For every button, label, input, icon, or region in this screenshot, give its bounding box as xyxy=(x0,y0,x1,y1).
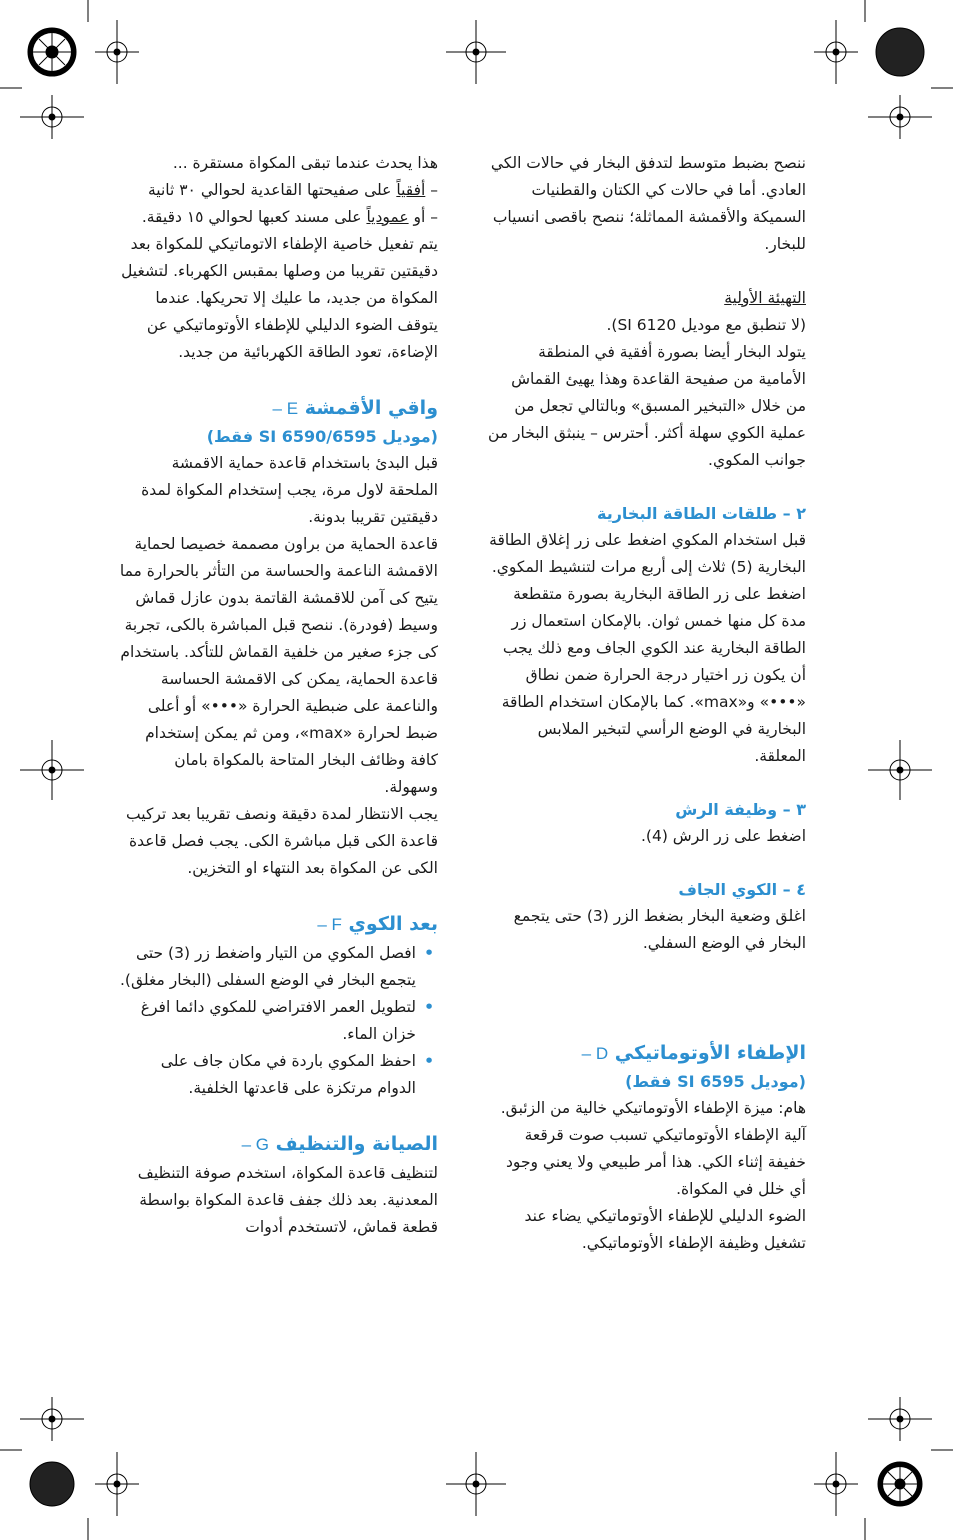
auto-off-horizontal xyxy=(118,177,438,204)
section-3-heading xyxy=(488,797,806,823)
section-2-heading xyxy=(488,501,806,527)
section-3-number: ٣ – xyxy=(782,800,806,819)
section-4-title: الكوي الجاف xyxy=(678,880,778,899)
crosshair-bottom-1 xyxy=(95,1452,139,1516)
section-2-text: قبل استخدام المكوي اضغط على زر إغلاق الطاقة البخارية (5) ثلاث إلى أربع مرات لتنشيط المكوي. اضغط على زر الطاقة البخارية بصورة متقطعة مدة كل منها خمس ثوان. بالإمكان استعمال زر الطاقة البخارية عند الكوي الجاف ومع ذلك يجب أن يكون زر اختيار درجة الحرارة ضمن نطاق «•••» و«max». كما بالإمكان استخدام الطاقة البخارية في الوضع الرأسي لتبخير الملابس المعلقة. xyxy=(489,531,806,765)
section-2-title: طلقات الطاقة البخارية xyxy=(596,504,778,523)
auto-off-horizontal-word: أفقياً xyxy=(396,181,426,199)
section-4-text: اغلق وضعية البخار بضغط الزر (3) حتى يتجمع البخار في الوضع السفلي. xyxy=(513,907,806,952)
crosshair-top-2 xyxy=(446,20,506,84)
section-f-heading xyxy=(118,909,438,940)
section-e-heading xyxy=(118,393,438,424)
section-d-model: (موديل SI 6595 فقط) xyxy=(625,1072,806,1091)
section-g-heading xyxy=(118,1129,438,1160)
crosshair-bottom-3 xyxy=(814,1452,858,1516)
crosshair-left-top xyxy=(20,95,84,139)
crosshair-right-mid xyxy=(868,740,932,800)
section-3-text: اضغط على زر الرش (4). xyxy=(640,827,806,845)
bullet-icon: • xyxy=(424,998,434,1016)
section-e-title: واقي الأقمشة xyxy=(304,397,438,419)
section-d-text-2: الضوء الدليلي للإطفاء الأوتوماتيكي يضاء عند تشغيل وظيفة الإطفاء الأوتوماتيكي. xyxy=(524,1207,806,1252)
bullet-icon: • xyxy=(424,944,434,962)
right-column xyxy=(488,150,806,1257)
list-item xyxy=(118,1048,438,1102)
section-e-model: (موديل SI 6590/6595 فقط) xyxy=(206,427,438,446)
section-2-number: ٢ – xyxy=(782,504,806,523)
section-d-heading xyxy=(488,1038,806,1069)
auto-off-vertical-dash: – أو xyxy=(408,208,438,226)
density-mark-bottom-left xyxy=(30,1462,74,1506)
section-4-number: ٤ – xyxy=(782,880,806,899)
crosshair-bottom-2 xyxy=(446,1452,506,1516)
starburst-mark-bottom-right xyxy=(878,1462,922,1506)
auto-off-horizontal-rest: على صفيحتها القاعدية لحوالي ٣٠ ثانية xyxy=(147,181,397,199)
auto-off-vertical-rest: على مسند كعبها لحوالي ١٥ دقيقة. xyxy=(141,208,367,226)
list-item-text: لتطويل العمر الافتراضي للمكوي دائما افرغ خزان الماء. xyxy=(140,998,416,1043)
left-column xyxy=(118,150,438,1241)
section-g-letter: G – xyxy=(241,1135,269,1154)
crosshair-top-1 xyxy=(95,20,139,84)
section-d-text-1: هام: ميزة الإطفاء الأوتوماتيكي خالية من الزئبق. آلية الإطفاء الأوتوماتيكي تسبب صوت قرقعة خفيفة إثناء الكي. هذا أمر طبيعي ولا يعني وجود أي خلل في المكواة. xyxy=(500,1099,806,1198)
auto-off-horizontal-dash: – xyxy=(425,181,438,199)
crosshair-right-top xyxy=(868,95,932,139)
starburst-mark-top-left xyxy=(28,28,76,76)
auto-off-text: يتم تفعيل خاصية الإطفاء الاتوماتيكي للمكواة بعد دقيقتين تقريبا من وصلها بمقبس الكهرباء. لتشغيل المكواة من جديد، ما عليك إلا تحريكها. عندما يتوقف الضوء الدليلي للإطفاء الأوتوماتيكي عن الإضاءة، تعود الطاقة الكهربائية من جديد. xyxy=(121,235,438,361)
section-e-text-3: يجب الانتظار لمدة دقيقة ونصف تقريبا بعد تركيب قاعدة الكى قبل مباشرة الكى. يجب فصل قاعدة الكى عن المكواة بعد النتهاء او التخزين. xyxy=(126,805,438,877)
preheat-title: التهيئة الأولية xyxy=(724,289,806,307)
section-e-text-1: قبل البدئ باستخدام قاعدة حماية الاقمشة الملحقة لاول مرة، يجب إستخدام المكواة لمدة دقيقتين تقريبا بدونة. xyxy=(141,454,438,526)
crosshair-top-3 xyxy=(814,20,858,84)
auto-off-vertical-word: عمودياً xyxy=(366,208,409,226)
bullet-icon: • xyxy=(424,1052,434,1070)
section-f-letter: F – xyxy=(317,915,342,934)
crosshair-left-bottom xyxy=(20,1397,84,1441)
auto-off-vertical xyxy=(118,204,438,231)
after-ironing-list xyxy=(118,940,438,1102)
list-item xyxy=(118,994,438,1048)
section-f-title: بعد الكوي xyxy=(348,913,438,935)
auto-off-intro: هذا يحدث عندما تبقى المكواة مستقرة ... xyxy=(172,154,438,172)
section-e-text-2: قاعدة الحماية من براون مصممة خصيصا لحماية الاقمشة الناعمة والحساسة من التأثر بالحرارة مما يتيح كى آمن للاقمشة القاتمة بدون عازل قماش وسيط (فودرة). ننصح قبل المباشرة بالكى، تجربة كى جزء صغير من خلفية القماش للتأكد. باستخدام قاعدة الحماية، يمكن كى الاقمشة الحساسة والناعمة على ضبطية الحرارة «•••» أو أعلى ضبط لحرارة «max»، ومن ثم يمكن إستخدام كافة وظائف البخار المتاحة بالمكواة بامان وسهولة. xyxy=(119,535,438,796)
density-mark-top-right xyxy=(876,28,924,76)
section-d-title: الإطفاء الأوتوماتيكي xyxy=(614,1042,806,1064)
preheat-note: (لا تنطبق مع موديل SI 6120). xyxy=(606,316,806,334)
section-4-heading xyxy=(488,877,806,903)
crosshair-right-bottom xyxy=(868,1397,932,1441)
list-item xyxy=(118,940,438,994)
section-g-title: الصيانة والتنظيف xyxy=(275,1133,438,1155)
crosshair-left-mid xyxy=(20,740,84,800)
section-g-text: لتنظيف قاعدة المكواة، استخدم صوفة التنظيف المعدنية. بعد ذلك جفف قاعدة المكواة بواسطة قطعة قماش، لاتستخدم أدوات xyxy=(137,1164,438,1236)
list-item-text: احفظ المكوي باردة في مكان جاف على الدوام مرتكزة على قاعدتها الخلفية. xyxy=(160,1052,416,1097)
section-d-letter: D – xyxy=(581,1044,609,1063)
section-e-letter: E – xyxy=(272,399,299,418)
list-item-text: افصل المكوي من التيار واضغط زر (3) حتى يتجمع البخار في الوضع السفلى (البخار مغلق). xyxy=(120,944,416,989)
section-3-title: وظيفة الرش xyxy=(675,800,778,819)
preheat-text: يتولد البخار أيضا بصورة أفقية في المنطقة الأمامية من صفيحة القاعدة وهذا يهيئ القماش من خلال «التبخير المسبق» وبالتالي تجعل من عملية الكوي سهلة أكثر. أحترس – ينبثق البخار من جوانب المكوي. xyxy=(488,343,806,469)
steam-recommendation: ننصح بضبط متوسط لتدفق البخار في حالات الكي العادي. أما في حالات كي الكتان والقطنيات السميكة والأقمشة المماثلة؛ ننصح باقصى انسياب للبخار. xyxy=(490,154,806,253)
